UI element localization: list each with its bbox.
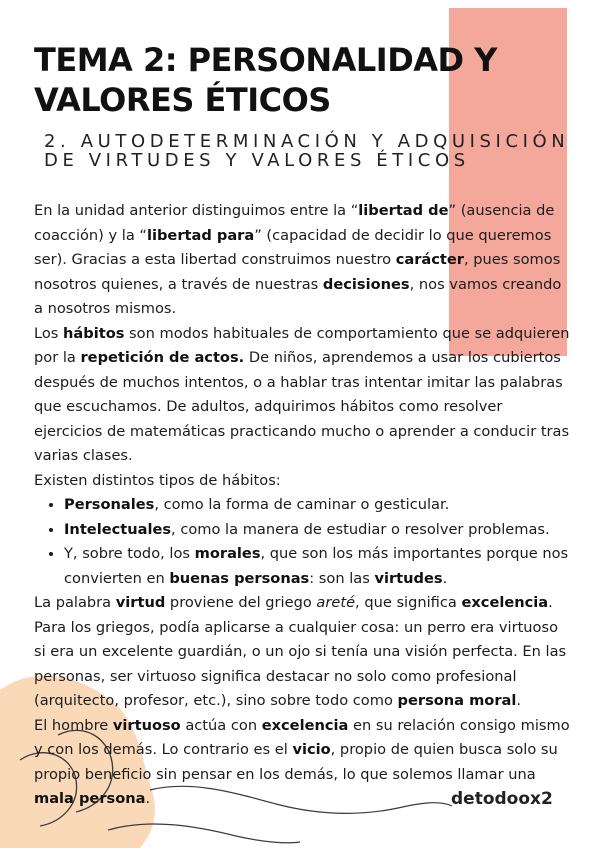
bold-term: libertad de xyxy=(358,202,449,219)
text-run: La palabra xyxy=(34,594,116,611)
bold-term: repetición de actos. xyxy=(80,349,245,366)
list-item xyxy=(64,493,574,518)
text-run: . xyxy=(145,790,151,807)
bold-term: morales xyxy=(194,545,261,562)
text-run: , que son los más importantes porque nos convierten en xyxy=(64,545,569,587)
bold-term: mala persona xyxy=(34,790,146,807)
bold-term: buenas personas xyxy=(169,569,310,587)
text-run: . xyxy=(516,692,522,709)
page-title xyxy=(34,40,497,120)
bold-term: excelencia xyxy=(261,716,349,734)
text-run: , propio de quien busca solo su propio beneficio sin pensar en los demás, lo que solemos llamar una xyxy=(34,741,558,783)
text-run: , que significa xyxy=(355,594,462,611)
text-run: . Para los griegos, podía aplicarse a cualquier cosa: un perro era virtuoso si era un excelente guardián, o un ojo si tenía una visión perfecta. En las personas, ser virtuoso significa destacar no solo como profesional (arquitecto, profesor, etc.), sino sobre todo como xyxy=(34,594,567,709)
bold-term: excelencia xyxy=(461,594,549,611)
bold-term: vicio xyxy=(292,741,331,758)
section-subtitle: 2. AUTODETERMINACIÓN Y ADQUISICIÓN DE VIRTUDES Y VALORES ÉTICOS xyxy=(44,131,570,171)
text-run: , como la forma de caminar o gesticular. xyxy=(154,496,450,513)
bold-term: virtudes xyxy=(374,569,443,587)
paragraph-tipos: Existen distintos tipos de hábitos: xyxy=(34,471,281,489)
text-run: De niños, aprendemos a usar los cubiertos después de muchos intentos, o a hablar tras intentar imitar las palabras que escuchamos. De adultos, adquirimos hábitos como resolver ejercicios de matemáticas practicando mucho o aprender a conducir tras varias clases. xyxy=(34,349,570,464)
bold-term: virtud xyxy=(115,594,166,611)
bold-term: persona moral xyxy=(397,692,517,709)
text-run: : son las xyxy=(309,569,375,587)
text-run: ” (capacidad de decidir lo que queremos ser). Gracias a esta libertad construimos nuestro xyxy=(34,226,552,268)
text-run: actúa con xyxy=(180,716,262,734)
text-run: , como la manera de estudiar o resolver problemas. xyxy=(171,520,550,538)
bold-term: hábitos xyxy=(63,324,125,342)
text-run: , pues somos nosotros quienes, a través de nuestras xyxy=(34,251,561,293)
text-run: El hombre xyxy=(34,716,113,734)
paragraph-virtud xyxy=(34,591,574,714)
italic-term: areté xyxy=(316,594,356,611)
text-run: En la unidad anterior distinguimos entre la “ xyxy=(34,202,359,219)
text-run: . xyxy=(442,569,448,587)
list-item xyxy=(64,518,574,543)
list-item xyxy=(64,542,574,591)
text-run: son modos habituales de comportamiento que se adquieren por la xyxy=(34,324,570,366)
bold-term: libertad para xyxy=(146,226,255,244)
text-run: ” (ausencia de coacción) y la “ xyxy=(34,202,555,244)
bold-term: decisiones xyxy=(322,275,410,293)
habit-list xyxy=(34,493,574,591)
paragraph-libertad xyxy=(34,199,574,322)
text-run: Los xyxy=(34,324,64,342)
text-run: en su relación consigo mismo y con los demás. Lo contrario es el xyxy=(34,716,570,758)
text-run: proviene del griego xyxy=(165,594,317,611)
bold-term: virtuoso xyxy=(112,716,181,734)
title-line-1: TEMA 2: PERSONALIDAD Y xyxy=(34,41,497,79)
title-line-2: VALORES ÉTICOS xyxy=(34,81,331,119)
text-run: , nos vamos creando a nosotros mismos. xyxy=(34,275,562,317)
watermark: detodoox2 xyxy=(451,789,553,809)
paragraph-habitos xyxy=(34,322,574,469)
body-text xyxy=(34,199,574,812)
bold-term: Intelectuales xyxy=(64,520,172,538)
text-run: Y, sobre todo, los xyxy=(64,545,195,562)
bold-term: Personales xyxy=(64,496,155,513)
bold-term: carácter xyxy=(395,251,465,268)
